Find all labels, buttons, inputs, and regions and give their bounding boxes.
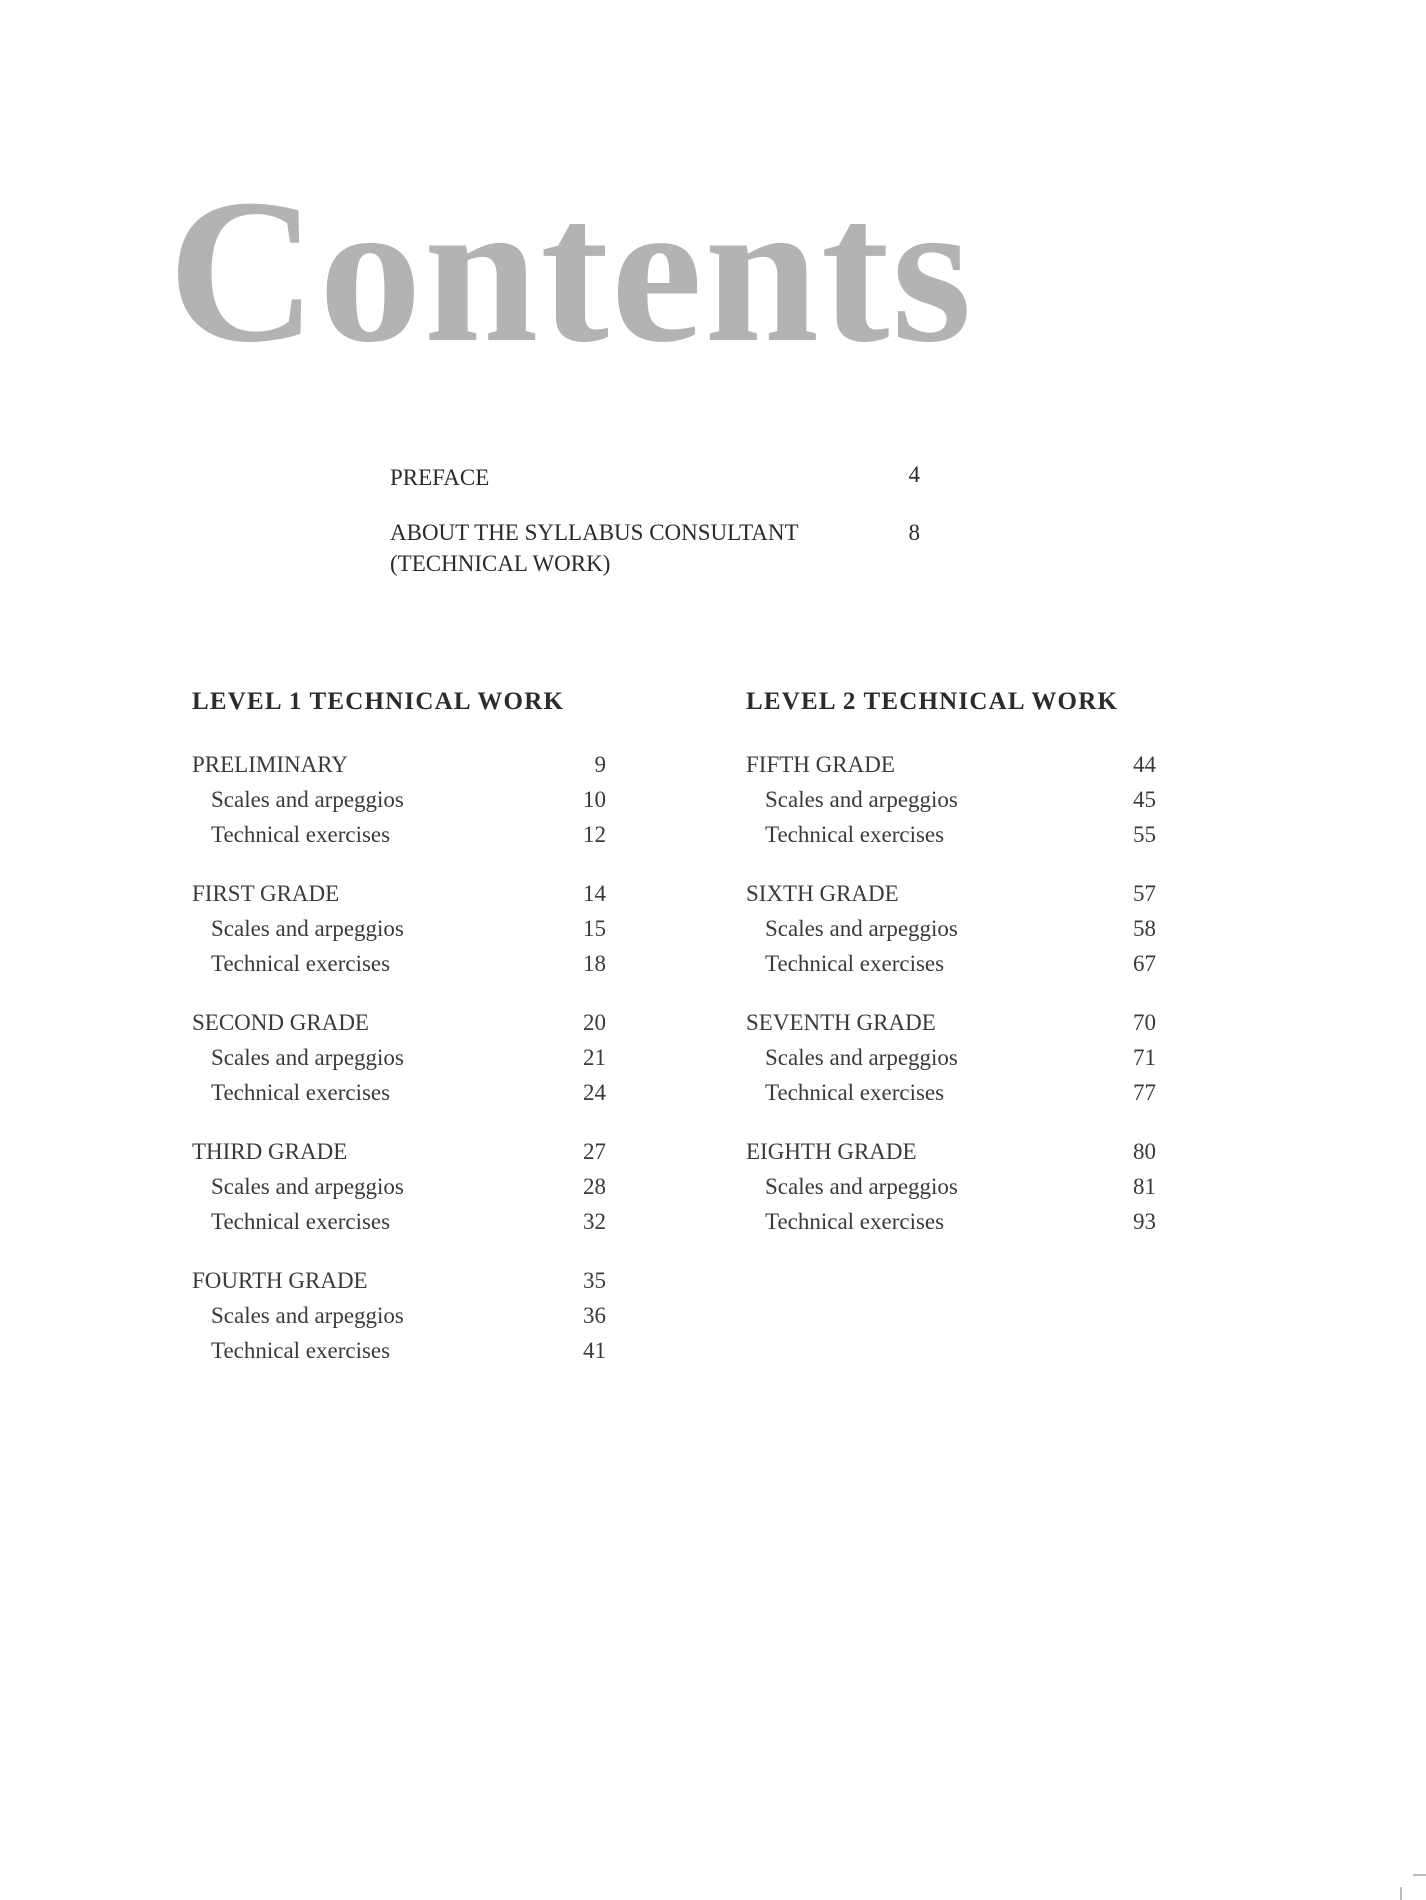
toc-entry-grade[interactable] [192, 1134, 632, 1169]
toc-page-number: 32 [583, 1209, 606, 1234]
toc-page-number: 58 [1133, 916, 1156, 941]
toc-page-number: 41 [583, 1338, 606, 1363]
toc-entry-grade[interactable] [746, 747, 1186, 782]
toc-entry-label: SECOND GRADE [192, 1010, 369, 1035]
toc-group [746, 747, 1186, 852]
toc-entry-label: THIRD GRADE [192, 1139, 348, 1164]
toc-entry-label: PRELIMINARY [192, 752, 348, 777]
toc-entry-label: Scales and arpeggios [765, 916, 958, 941]
toc-entry-label: FOURTH GRADE [192, 1268, 368, 1293]
toc-entry-label: FIRST GRADE [192, 881, 340, 906]
toc-entry-subsection[interactable] [192, 1333, 632, 1368]
toc-entry-grade[interactable] [746, 1134, 1186, 1169]
toc-page-number: 15 [583, 916, 606, 941]
toc-entry-grade[interactable] [746, 1005, 1186, 1040]
toc-page-number: 27 [583, 1139, 606, 1164]
toc-entry-subsection[interactable] [192, 1204, 632, 1239]
toc-page-number: 10 [583, 787, 606, 812]
toc-entry-grade[interactable] [746, 876, 1186, 911]
toc-page-number: 14 [583, 881, 606, 906]
toc-page-number: 4 [908, 462, 920, 487]
toc-entry-subsection[interactable] [192, 782, 632, 817]
toc-entry-subsection[interactable] [192, 1298, 632, 1333]
toc-entry-subsection[interactable] [192, 946, 632, 981]
toc-entry-subsection[interactable] [192, 1075, 632, 1110]
toc-entry-label: Technical exercises [765, 951, 945, 976]
toc-page-number: 45 [1133, 787, 1156, 812]
toc-page-number: 71 [1133, 1045, 1156, 1070]
section-heading: LEVEL 1 TECHNICAL WORK [192, 688, 565, 715]
toc-page-number: 55 [1133, 822, 1156, 847]
toc-page-number: 8 [908, 520, 920, 545]
toc-entry-subsection[interactable] [746, 911, 1186, 946]
toc-entry-about-consultant[interactable] [390, 517, 799, 579]
toc-entry-label: Technical exercises [765, 822, 945, 847]
toc-entry-label: Scales and arpeggios [211, 787, 404, 812]
toc-entry-subsection[interactable] [746, 1169, 1186, 1204]
toc-page-number: 28 [583, 1174, 606, 1199]
toc-entry-label: FIFTH GRADE [746, 752, 895, 777]
toc-entry-preface[interactable]: PREFACE [390, 465, 490, 490]
toc-entry-subsection[interactable] [192, 911, 632, 946]
toc-entry-grade[interactable] [192, 1005, 632, 1040]
toc-group [746, 1005, 1186, 1110]
toc-entry-label: Technical exercises [211, 1080, 391, 1105]
toc-page-number: 44 [1133, 752, 1156, 777]
toc-entry-label: Scales and arpeggios [765, 1045, 958, 1070]
toc-group [746, 876, 1186, 981]
toc-entry-label: Scales and arpeggios [211, 1045, 404, 1070]
toc-page-number: 67 [1133, 951, 1156, 976]
crop-mark [1413, 1874, 1426, 1876]
toc-entry-label: Scales and arpeggios [765, 787, 958, 812]
toc-page-number: 77 [1133, 1080, 1156, 1105]
toc-entry-label: Scales and arpeggios [211, 1303, 404, 1328]
crop-mark [1400, 1887, 1402, 1900]
toc-group [192, 747, 632, 852]
toc-entry-label: Technical exercises [765, 1209, 945, 1234]
toc-page-number: 20 [583, 1010, 606, 1035]
level-2-column [746, 685, 1186, 1263]
section-heading: LEVEL 2 TECHNICAL WORK [746, 688, 1119, 715]
toc-entry-grade[interactable] [192, 747, 632, 782]
toc-entry-subsection[interactable] [192, 817, 632, 852]
toc-page-number: 81 [1133, 1174, 1156, 1199]
toc-group [192, 1005, 632, 1110]
toc-page-number: 57 [1133, 881, 1156, 906]
toc-entry-subsection[interactable] [746, 1075, 1186, 1110]
toc-page-number: 9 [594, 752, 606, 777]
toc-entry-subsection[interactable] [746, 1040, 1186, 1075]
toc-entry-subsection[interactable] [746, 817, 1186, 852]
toc-entry-label: Technical exercises [211, 951, 391, 976]
toc-entry-label: SEVENTH GRADE [746, 1010, 936, 1035]
toc-page-number: 18 [583, 951, 606, 976]
toc-page-number: 21 [583, 1045, 606, 1070]
toc-page-number: 24 [583, 1080, 606, 1105]
toc-entry-label: EIGHTH GRADE [746, 1139, 917, 1164]
toc-entry-subsection[interactable] [192, 1169, 632, 1204]
toc-entry-label: SIXTH GRADE [746, 881, 899, 906]
toc-entry-grade[interactable] [192, 876, 632, 911]
toc-page-number: 36 [583, 1303, 606, 1328]
toc-page-number: 12 [583, 822, 606, 847]
toc-page-number: 80 [1133, 1139, 1156, 1164]
toc-entry-label: Technical exercises [211, 1209, 391, 1234]
toc-page-number: 93 [1133, 1209, 1156, 1234]
toc-entry-subsection[interactable] [746, 1204, 1186, 1239]
toc-entry-subsection[interactable] [746, 946, 1186, 981]
toc-entry-grade[interactable] [192, 1263, 632, 1298]
toc-entry-label: Scales and arpeggios [765, 1174, 958, 1199]
toc-page-number: 35 [583, 1268, 606, 1293]
toc-group [192, 876, 632, 981]
toc-entry-label-line2: (TECHNICAL WORK) [390, 551, 611, 576]
toc-entry-label: Technical exercises [211, 1338, 391, 1363]
page-title: Contents [168, 156, 974, 385]
toc-entry-subsection[interactable] [192, 1040, 632, 1075]
toc-page-number: 70 [1133, 1010, 1156, 1035]
toc-entry-label: Technical exercises [765, 1080, 945, 1105]
toc-group [192, 1134, 632, 1239]
toc-entry-label: Scales and arpeggios [211, 1174, 404, 1199]
toc-group [192, 1263, 632, 1368]
toc-entry-label-line1: ABOUT THE SYLLABUS CONSULTANT [390, 520, 799, 545]
toc-group [746, 1134, 1186, 1239]
toc-entry-label: Scales and arpeggios [211, 916, 404, 941]
level-1-column [192, 685, 632, 1392]
toc-entry-subsection[interactable] [746, 782, 1186, 817]
toc-entry-label: Technical exercises [211, 822, 391, 847]
